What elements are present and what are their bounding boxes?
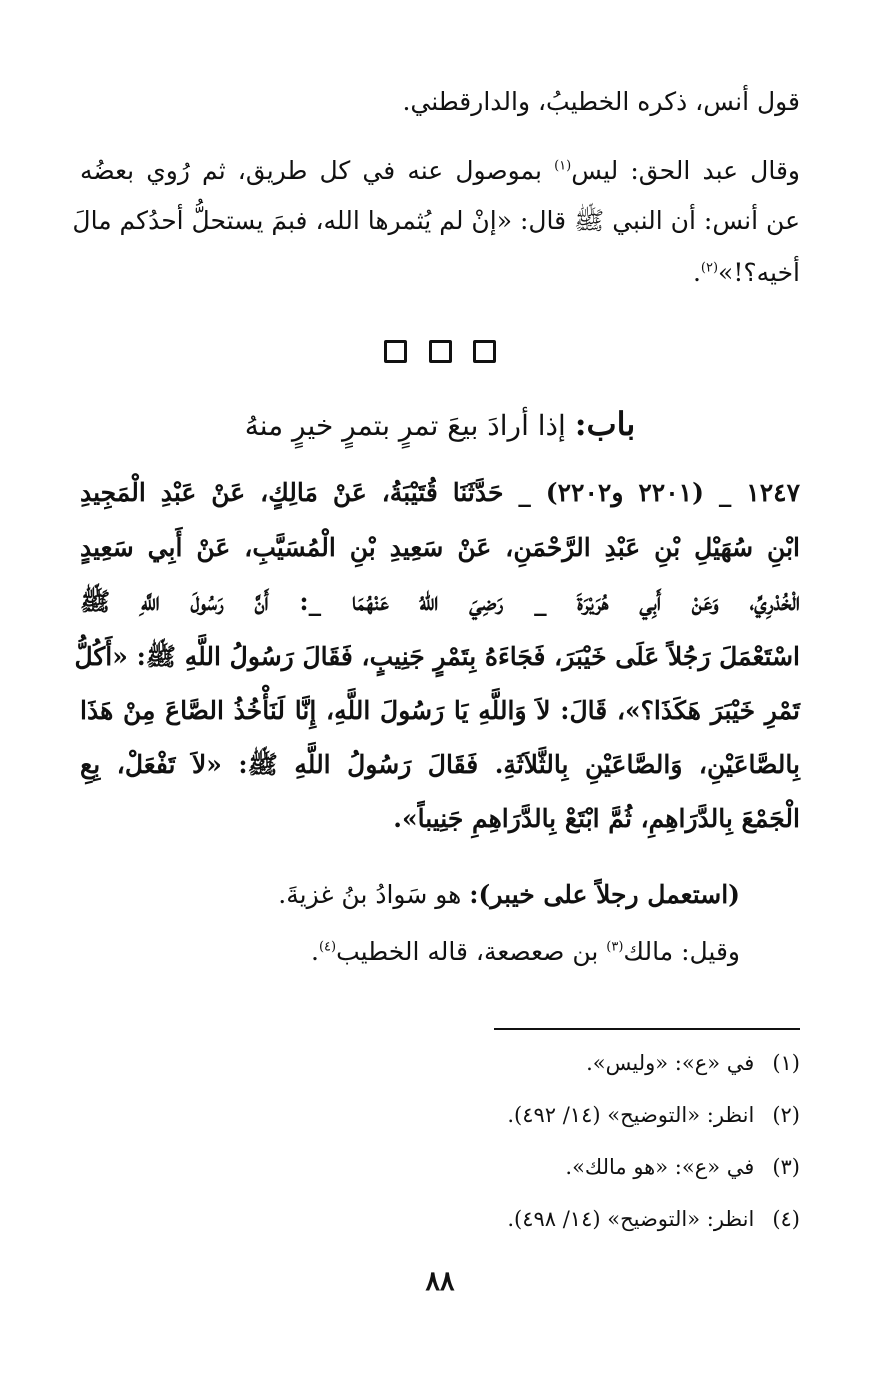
hadith-line: ١٢٤٧ _ (٢٢٠١ و٢٢٠٢) _ حَدَّثَنَا قُتَيْبَةُ، عَنْ مَالِكٍ، عَنْ عَبْدِ الْمَجِيدِ	[80, 478, 800, 507]
separator-square-icon	[429, 340, 452, 363]
commentary-line-2-text-c: .	[311, 937, 319, 966]
intro-line-4-text-a: أخيه؟!»	[718, 258, 800, 287]
footnote-text: انظر: «التوضيح» (١٤/ ٤٩٢).	[507, 1103, 755, 1127]
chapter-label: باب:	[574, 405, 636, 443]
commentary-line-2	[80, 932, 740, 972]
footnote-item	[80, 1202, 800, 1236]
chapter-heading	[80, 402, 800, 448]
footnote-ref-2: (٢)	[700, 260, 719, 276]
commentary-line-2-text-b: بن صعصعة، قاله الخطيب	[336, 937, 607, 966]
intro-line-2	[80, 151, 800, 191]
intro-line-2-text-a: وقال عبد الحق: ليس	[571, 156, 800, 185]
separator-square-icon	[384, 340, 407, 363]
separator-square-icon	[473, 340, 496, 363]
footnote-number: (٣)	[772, 1155, 800, 1179]
footnote-text: انظر: «التوضيح» (١٤/ ٤٩٨).	[507, 1207, 755, 1231]
hadith-line: بِالصَّاعَيْنِ، وَالصَّاعَيْنِ بِالثَّلاَثَةِ. فَقَالَ رَسُولُ اللَّهِ ﷺ: «لاَ تَفْعَلْ، بِعِ	[80, 750, 800, 779]
footnote-text: في «ع»: «وليس».	[586, 1051, 755, 1075]
footnote-number: (٤)	[772, 1207, 800, 1231]
footnote-ref-3: (٣)	[606, 939, 624, 955]
chapter-title: إذا أرادَ بيعَ تمرٍ بتمرٍ خيرٍ منهُ	[244, 409, 566, 442]
commentary-term: (استعمل رجلاً على خيبر):	[469, 880, 740, 909]
footnote-item	[80, 1098, 800, 1132]
footnote-number: (١)	[772, 1051, 800, 1075]
commentary-line-2-text-a: وقيل: مالك	[623, 937, 740, 966]
intro-line-2-text-b: بموصول عنه في كل طريق، ثم رُوي بعضُه	[80, 156, 555, 185]
section-separator	[80, 340, 800, 363]
hadith-line: تَمْرِ خَيْبَرَ هَكَذَا؟»، قَالَ: لاَ وَاللَّهِ يَا رَسُولَ اللَّهِ، إِنَّا لَنَأْخُذُ الصَّاعَ مِنْ هَذَا	[80, 696, 800, 725]
intro-line-4-text-b: .	[692, 258, 701, 287]
hadith-line: الْخُدْرِيِّ، وَعَنْ أَبِي هُرَيْرَةَ _ رَضِيَ اللهُ عَنْهُمَا _: أَنَّ رَسُولَ اللَّهِ ﷺ	[80, 587, 800, 616]
intro-line-1-text: قول أنس، ذكره الخطيبُ، والدارقطني.	[402, 87, 800, 116]
footnote-ref-1: (١)	[554, 158, 572, 174]
footnote-item	[80, 1150, 800, 1184]
commentary-line-1	[80, 875, 740, 915]
footnote-item	[80, 1046, 800, 1080]
intro-line-3-text: عن أنس: أن النبي ﷺ قال: «إنْ لم يُثمرها الله، فبمَ يستحلُّ أحدُكم مالَ	[72, 206, 800, 235]
hadith-line: الْجَمْعَ بِالدَّرَاهِمِ، ثُمَّ ابْتَعْ بِالدَّرَاهِمِ جَنِيباً».	[393, 804, 800, 833]
footnote-number: (٢)	[772, 1103, 800, 1127]
hadith-line: ابْنِ سُهَيْلِ بْنِ عَبْدِ الرَّحْمَنِ، عَنْ سَعِيدِ بْنِ الْمُسَيَّبِ، عَنْ أَبِي سَعِيدٍ	[80, 533, 800, 562]
intro-line-3	[72, 201, 800, 241]
footnote-ref-4: (٤)	[318, 939, 337, 955]
footnote-divider	[494, 1028, 800, 1030]
commentary-explanation: هو سَوادُ بنُ غزيةَ.	[278, 880, 470, 909]
hadith-line: اسْتَعْمَلَ رَجُلاً عَلَى خَيْبَرَ، فَجَاءَهُ بِتَمْرٍ جَنِيبٍ، فَقَالَ رَسُولُ اللَّهِ ﷺ: «أَكُلُّ	[74, 642, 800, 671]
intro-line-4	[80, 253, 800, 293]
page-number: ٨٨	[425, 1266, 455, 1297]
intro-line-1	[80, 82, 800, 122]
footnote-text: في «ع»: «هو مالك».	[565, 1155, 755, 1179]
